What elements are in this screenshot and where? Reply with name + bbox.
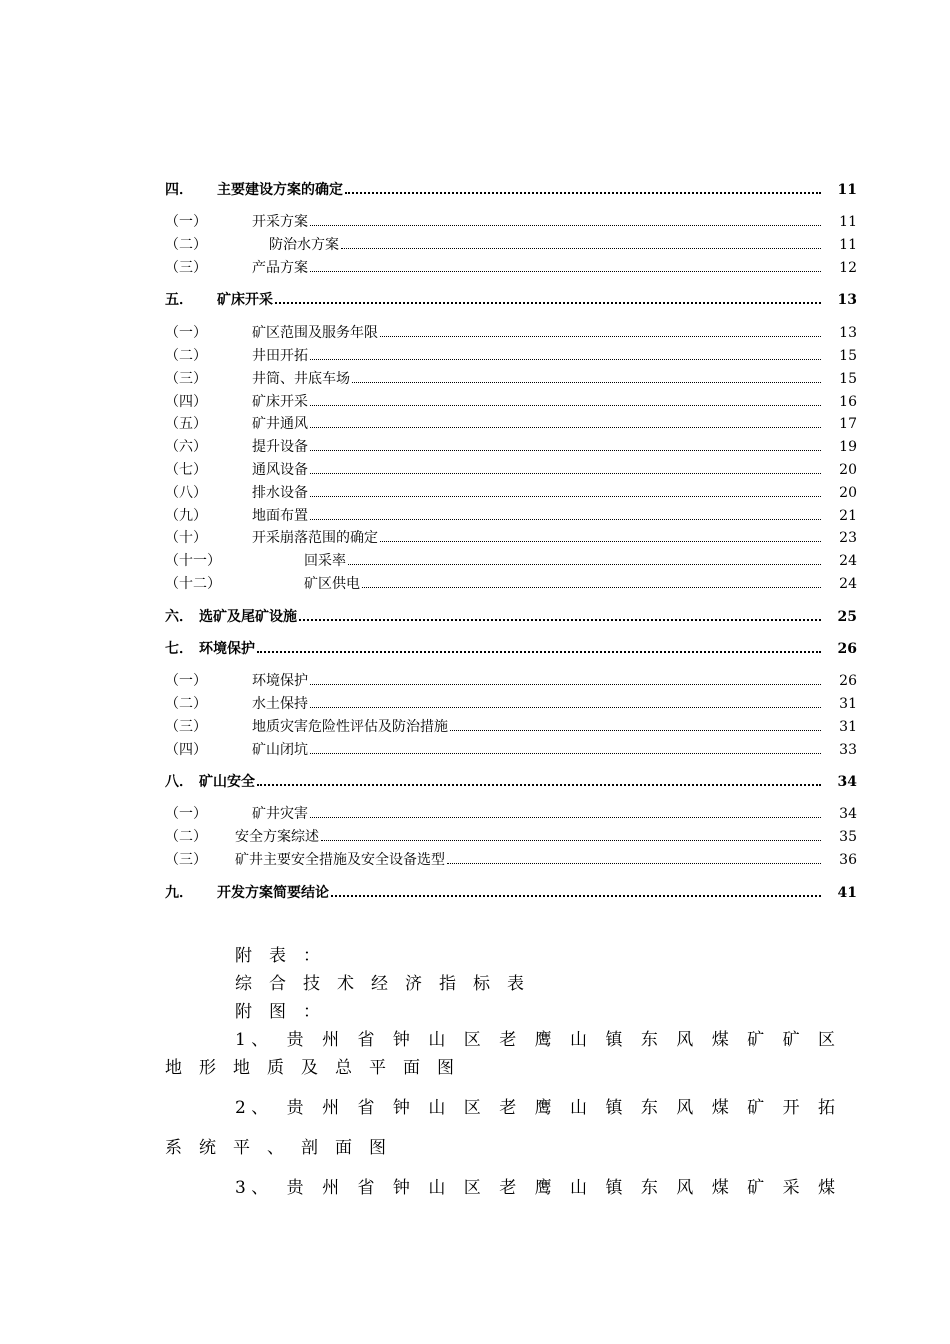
toc-entry-page: 31 [839, 696, 857, 712]
appendix-char: 风 [676, 1178, 694, 1198]
toc-entry-title: 矿山安全 [199, 774, 255, 790]
toc-entry [165, 323, 857, 343]
toc-entry-title: 矿区范围及服务年限 [252, 325, 378, 341]
toc-dot-leader [310, 427, 821, 428]
toc-entry-title: 开采崩落范围的确定 [252, 530, 378, 546]
toc-entry-title: 通风设备 [252, 462, 308, 478]
toc-entry-page: 25 [837, 609, 857, 625]
toc-entry-number: 八． [165, 774, 193, 790]
toc-entry-page: 20 [839, 462, 857, 478]
toc-entry-number: （三） [165, 852, 207, 868]
appendix-table-item: 综合技术经济指标表 [235, 974, 541, 994]
toc-entry [165, 740, 857, 760]
toc-entry-number: （二） [165, 237, 207, 253]
toc-dot-leader [348, 564, 821, 565]
toc-entry-page: 11 [839, 237, 857, 253]
appendix-char: 区 [817, 1030, 835, 1050]
toc-dot-leader [310, 753, 821, 754]
toc-entry-number: 九． [165, 885, 193, 901]
toc-dot-leader [345, 192, 821, 194]
toc-dot-leader [341, 248, 821, 249]
toc-entry-number: 六． [165, 609, 193, 625]
toc-entry [165, 369, 857, 389]
toc-entry-number: （七） [165, 462, 207, 478]
toc-entry-page: 34 [839, 806, 857, 822]
toc-entry-title: 井田开拓 [252, 348, 308, 364]
appendix-char: 矿 [747, 1098, 765, 1118]
toc-entry-title: 矿井通风 [252, 416, 308, 432]
toc-entry [165, 483, 857, 503]
appendix-char: 山 [428, 1098, 446, 1118]
toc-entry [165, 883, 857, 903]
toc-dot-leader [331, 895, 821, 897]
toc-entry-page: 20 [839, 485, 857, 501]
toc-entry-title: 环境保护 [252, 673, 308, 689]
appendix-char: 镇 [605, 1178, 623, 1198]
toc-entry-title: 井筒、井底车场 [252, 371, 350, 387]
toc-entry-page: 34 [837, 774, 857, 790]
toc-entry-page: 23 [839, 530, 857, 546]
toc-entry-number: （十一） [165, 553, 221, 569]
appendix-char: 风 [676, 1030, 694, 1050]
appendix-char: 矿 [747, 1030, 765, 1050]
appendix-char: 2 、 [235, 1098, 269, 1118]
toc-dot-leader [310, 271, 821, 272]
appendix-char: 东 [640, 1178, 658, 1198]
toc-entry-number: （一） [165, 673, 207, 689]
toc-entry-number: （一） [165, 325, 207, 341]
appendix-char: 鹰 [534, 1098, 552, 1118]
appendix-char: 鹰 [534, 1030, 552, 1050]
toc-entry-number: （三） [165, 719, 207, 735]
toc-entry-title: 开采方案 [252, 214, 308, 230]
appendix-char: 鹰 [534, 1178, 552, 1198]
appendix-char: 煤 [711, 1098, 729, 1118]
appendix-char: 镇 [605, 1098, 623, 1118]
toc-entry [165, 460, 857, 480]
toc-entry [165, 392, 857, 412]
toc-entry-page: 26 [839, 673, 857, 689]
toc-entry [165, 574, 857, 594]
toc-entry-number: （一） [165, 214, 207, 230]
appendix-char: 山 [570, 1030, 588, 1050]
toc-entry-title: 水土保持 [252, 696, 308, 712]
appendix-char: 州 [322, 1030, 340, 1050]
toc-entry [165, 694, 857, 714]
toc-entry-number: （五） [165, 416, 207, 432]
toc-entry-number: （四） [165, 394, 207, 410]
toc-entry [165, 827, 857, 847]
toc-entry [165, 671, 857, 691]
toc-entry-number: （六） [165, 439, 207, 455]
toc-dot-leader [257, 651, 821, 653]
appendix-figure-3 [235, 1176, 835, 1200]
toc-entry-page: 15 [839, 371, 857, 387]
toc-entry-title: 产品方案 [252, 260, 308, 276]
toc-entry-title: 矿井主要安全措施及安全设备选型 [235, 852, 445, 868]
appendix-char: 贵 [286, 1098, 304, 1118]
toc-entry [165, 235, 857, 255]
toc-entry-number: （三） [165, 260, 207, 276]
appendix-char: 1 、 [235, 1030, 269, 1050]
appendix-char: 拓 [817, 1098, 835, 1118]
toc-entry-number: （一） [165, 806, 207, 822]
toc-dot-leader [310, 405, 821, 406]
toc-entry [165, 212, 857, 232]
appendix-char: 省 [357, 1030, 375, 1050]
toc-dot-leader [310, 496, 821, 497]
appendix-figure-heading: 附图： [235, 1002, 337, 1022]
appendix-char: 贵 [286, 1030, 304, 1050]
toc-dot-leader [380, 336, 821, 337]
appendix-char: 山 [428, 1178, 446, 1198]
toc-entry [165, 437, 857, 457]
toc-entry [165, 639, 857, 659]
appendix-char: 风 [676, 1098, 694, 1118]
toc-dot-leader [275, 302, 821, 304]
toc-entry [165, 346, 857, 366]
toc-entry-page: 36 [839, 852, 857, 868]
appendix-char: 山 [428, 1030, 446, 1050]
toc-entry-page: 12 [839, 260, 857, 276]
toc-entry-number: （十） [165, 530, 207, 546]
toc-entry-number: 七． [165, 641, 193, 657]
toc-entry-title: 环境保护 [199, 641, 255, 657]
appendix-figure-1 [235, 1028, 835, 1052]
appendix-char: 山 [570, 1098, 588, 1118]
toc-entry-title: 矿井灾害 [252, 806, 308, 822]
toc-entry-title: 矿山闭坑 [252, 742, 308, 758]
appendix-char: 开 [782, 1098, 800, 1118]
appendix-char: 钟 [392, 1178, 410, 1198]
toc-entry-page: 26 [837, 641, 857, 657]
toc-entry-number: （三） [165, 371, 207, 387]
appendix-char: 区 [463, 1178, 481, 1198]
appendix-char: 老 [499, 1030, 517, 1050]
appendix-char: 煤 [711, 1030, 729, 1050]
toc-dot-leader [310, 473, 821, 474]
appendix-char: 省 [357, 1098, 375, 1118]
appendix-table-heading: 附表： [235, 946, 337, 966]
toc-entry [165, 414, 857, 434]
toc-entry-page: 31 [839, 719, 857, 735]
toc-dot-leader [447, 863, 821, 864]
toc-entry [165, 607, 857, 627]
toc-dot-leader [310, 519, 821, 520]
toc-dot-leader [380, 541, 821, 542]
appendix-char: 镇 [605, 1030, 623, 1050]
appendix-char: 老 [499, 1178, 517, 1198]
toc-entry [165, 772, 857, 792]
appendix-char: 山 [570, 1178, 588, 1198]
toc-entry-number: （二） [165, 829, 207, 845]
toc-entry-number: （九） [165, 508, 207, 524]
toc-entry [165, 258, 857, 278]
toc-dot-leader [299, 619, 821, 621]
toc-entry [165, 850, 857, 870]
toc-dot-leader [310, 225, 821, 226]
toc-entry-number: 四． [165, 182, 193, 198]
appendix-char: 煤 [711, 1178, 729, 1198]
toc-entry [165, 804, 857, 824]
toc-entry [165, 528, 857, 548]
toc-entry-page: 15 [839, 348, 857, 364]
toc-dot-leader [310, 450, 821, 451]
appendix-char: 东 [640, 1030, 658, 1050]
appendix-char: 钟 [392, 1098, 410, 1118]
appendix-figure-2 [235, 1096, 835, 1120]
toc-entry-page: 11 [837, 182, 857, 198]
appendix-char: 州 [322, 1178, 340, 1198]
toc-dot-leader [310, 684, 821, 685]
toc-entry-page: 17 [839, 416, 857, 432]
toc-entry-page: 13 [839, 325, 857, 341]
toc-entry-number: （二） [165, 696, 207, 712]
toc-entry-title: 矿区供电 [304, 576, 360, 592]
toc-entry-page: 11 [839, 214, 857, 230]
appendix-char: 矿 [782, 1030, 800, 1050]
toc-entry-title: 矿床开采 [217, 292, 273, 308]
toc-entry-title: 回采率 [304, 553, 346, 569]
appendix-char: 钟 [392, 1030, 410, 1050]
toc-dot-leader [310, 707, 821, 708]
toc-dot-leader [321, 840, 821, 841]
toc-entry-number: 五． [165, 292, 193, 308]
toc-entry-number: （十二） [165, 576, 221, 592]
toc-entry-number: （四） [165, 742, 207, 758]
toc-dot-leader [310, 359, 821, 360]
appendix-char: 省 [357, 1178, 375, 1198]
toc-entry-page: 19 [839, 439, 857, 455]
toc-dot-leader [310, 817, 821, 818]
appendix-figure-2-cont: 系统平、剖面图 [165, 1138, 403, 1158]
appendix-char: 矿 [747, 1178, 765, 1198]
toc-entry-title: 提升设备 [252, 439, 308, 455]
toc-entry [165, 717, 857, 737]
toc-entry-page: 16 [839, 394, 857, 410]
appendix-char: 3 、 [235, 1178, 269, 1198]
toc-entry-title: 主要建设方案的确定 [217, 182, 343, 198]
appendix-char: 老 [499, 1098, 517, 1118]
appendix-char: 区 [463, 1030, 481, 1050]
toc-entry-page: 35 [839, 829, 857, 845]
toc-entry [165, 290, 857, 310]
toc-entry-page: 24 [839, 553, 857, 569]
appendix-char: 州 [322, 1098, 340, 1118]
appendix-char: 贵 [286, 1178, 304, 1198]
toc-entry-page: 33 [839, 742, 857, 758]
toc-entry-title: 排水设备 [252, 485, 308, 501]
toc-entry-number: （二） [165, 348, 207, 364]
toc-dot-leader [450, 730, 821, 731]
appendix-char: 煤 [817, 1178, 835, 1198]
toc-entry-title: 地面布置 [252, 508, 308, 524]
toc-entry [165, 551, 857, 571]
toc-entry [165, 506, 857, 526]
appendix-char: 区 [463, 1098, 481, 1118]
toc-entry-page: 24 [839, 576, 857, 592]
toc-entry-page: 13 [837, 292, 857, 308]
toc-dot-leader [362, 587, 821, 588]
appendix-char: 东 [640, 1098, 658, 1118]
toc-entry-page: 21 [839, 508, 857, 524]
toc-entry-title: 开发方案简要结论 [217, 885, 329, 901]
toc-entry-page: 41 [837, 885, 857, 901]
toc-entry-title: 防治水方案 [269, 237, 339, 253]
toc-entry-title: 安全方案综述 [235, 829, 319, 845]
toc-entry-title: 矿床开采 [252, 394, 308, 410]
toc-entry-title: 地质灾害危险性评估及防治措施 [252, 719, 448, 735]
toc-entry-number: （八） [165, 485, 207, 501]
toc-entry [165, 180, 857, 200]
appendix-figure-1-cont: 地形地质及总平面图 [165, 1058, 471, 1078]
toc-entry-title: 选矿及尾矿设施 [199, 609, 297, 625]
appendix-char: 采 [782, 1178, 800, 1198]
toc-dot-leader [352, 382, 821, 383]
toc-dot-leader [257, 784, 821, 786]
